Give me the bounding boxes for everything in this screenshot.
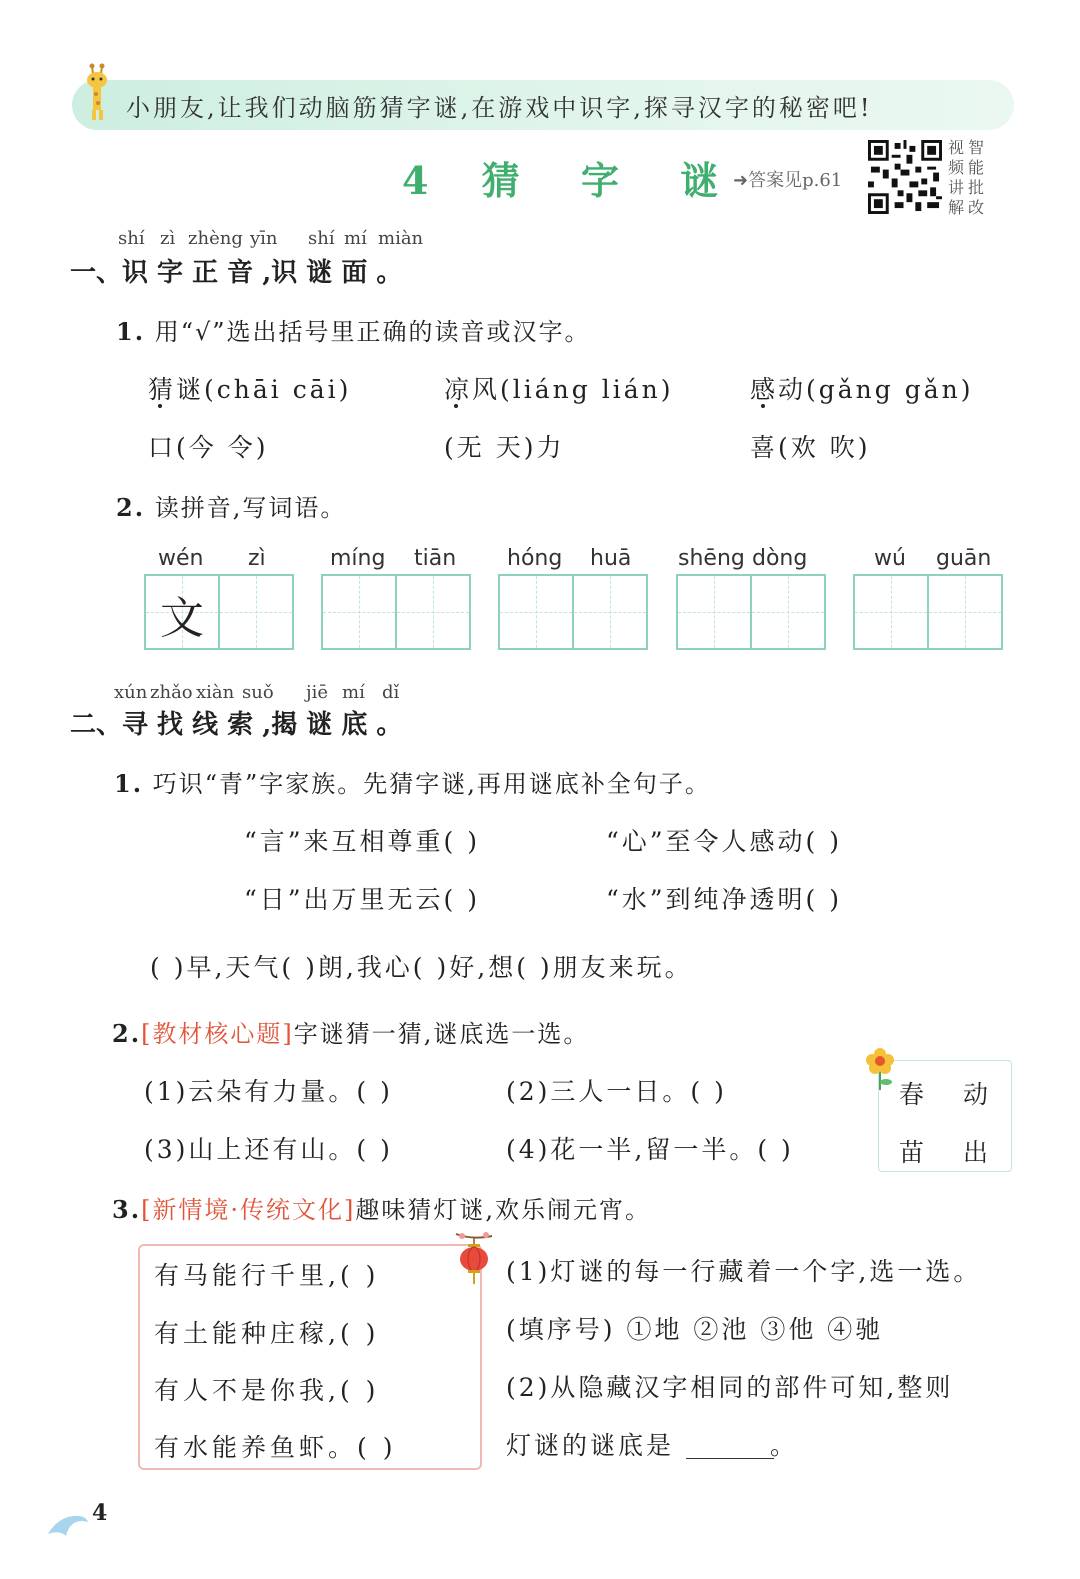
lantern-icon — [452, 1230, 502, 1286]
fill-sentence: ( )早,天气( )朗,我心( )好,想( )朋友来玩。 — [150, 953, 693, 982]
writing-grid[interactable] — [144, 574, 294, 650]
question-2-1: 1. 巧识“青”字家族。先猜字谜,再用谜底补全句子。 — [114, 769, 711, 798]
choice-item: 猜谜(chāi cāi) — [148, 375, 352, 404]
choice-item: 感动(gǎng gǎn) — [750, 375, 974, 404]
riddle-line: 有水能养鱼虾。( ) — [154, 1433, 397, 1462]
question-1-1: 1. 用“√”选出括号里正确的读音或汉字。 — [116, 317, 591, 346]
writing-grid[interactable] — [498, 574, 648, 650]
pinyin: míng — [330, 546, 386, 571]
section-heading-2: 二、寻 找 线 索 ,揭 谜 底 。 — [70, 710, 403, 740]
pinyin: mí — [344, 228, 367, 249]
flower-icon — [862, 1046, 898, 1092]
option-char[interactable]: 春 — [899, 1080, 925, 1109]
title-char: 猜 — [481, 158, 520, 203]
pinyin: wú — [874, 546, 906, 571]
emphasis-dot — [158, 404, 162, 408]
pinyin: jiē — [306, 682, 328, 703]
writing-grid[interactable] — [676, 574, 826, 650]
option-char[interactable]: 动 — [963, 1080, 989, 1109]
riddle-item: (1)云朵有力量。( ) — [144, 1077, 393, 1106]
question-tag: [教材核心题] — [141, 1020, 294, 1048]
pinyin: zì — [160, 228, 176, 249]
option-char[interactable]: 苗 — [899, 1138, 925, 1167]
pinyin: shí — [308, 228, 335, 249]
lesson-number: 4 — [402, 158, 429, 203]
pinyin: xiàn — [196, 682, 235, 703]
writing-grid[interactable] — [321, 574, 471, 650]
choice-item: (无 天)力 — [444, 433, 565, 462]
banner-text: 小朋友,让我们动脑筋猜字谜,在游戏中识字,探寻汉字的秘密吧! — [126, 94, 873, 122]
pinyin: guān — [936, 546, 992, 571]
choice-item: 凉风(liáng lián) — [444, 375, 674, 404]
page-number: 4 — [92, 1500, 108, 1526]
qr-code-icon[interactable] — [868, 140, 942, 214]
riddle-line: 有马能行千里,( ) — [154, 1261, 380, 1290]
pinyin: mí — [342, 682, 365, 703]
option-box — [878, 1060, 1012, 1172]
title-char: 字 — [580, 158, 619, 203]
emphasis-dot — [761, 404, 765, 408]
writing-grid[interactable] — [853, 574, 1003, 650]
answer-reference: ➜答案见p.61 — [733, 170, 843, 191]
question-1-2: 2. 读拼音,写词语。 — [116, 493, 347, 522]
emphasis-dot — [454, 404, 458, 408]
pinyin: zhèng — [188, 228, 243, 249]
riddle-item: “日”出万里无云( ) — [244, 885, 481, 914]
pinyin: shēng — [678, 546, 745, 571]
sub-question-2-end: 灯谜的谜底是 。 — [506, 1431, 799, 1460]
pinyin: tiān — [414, 546, 457, 571]
written-char: 文 — [160, 593, 204, 644]
pinyin: zhǎo — [150, 682, 193, 703]
pinyin: yīn — [250, 228, 278, 249]
option-char[interactable]: 出 — [963, 1138, 989, 1167]
title-char: 谜 — [680, 158, 719, 203]
pinyin: suǒ — [242, 682, 274, 703]
pinyin: dòng — [752, 546, 808, 571]
section-heading-1: 一、识 字 正 音 ,识 谜 面 。 — [70, 258, 403, 288]
answer-blank[interactable] — [686, 1458, 774, 1459]
pinyin: xún — [114, 682, 148, 703]
pinyin: dǐ — [382, 682, 400, 703]
question-2-2: 2.[教材核心题]字谜猜一猜,谜底选一选。 — [112, 1019, 590, 1048]
question-tag: [新情境·传统文化] — [141, 1196, 356, 1224]
pinyin: huā — [590, 546, 632, 571]
pinyin: miàn — [378, 228, 424, 249]
riddle-item: “水”到纯净透明( ) — [606, 885, 843, 914]
pinyin: zì — [248, 546, 266, 571]
choice-item: 喜(欢 吹) — [750, 433, 871, 462]
riddle-item: (4)花一半,留一半。( ) — [506, 1135, 794, 1164]
riddle-line: 有土能种庄稼,( ) — [154, 1319, 380, 1348]
riddle-item: “心”至令人感动( ) — [606, 827, 843, 856]
question-2-3: 3.[新情境·传统文化]趣味猜灯谜,欢乐闹元宵。 — [112, 1195, 652, 1224]
riddle-item: (3)山上还有山。( ) — [144, 1135, 393, 1164]
pinyin: hóng — [507, 546, 563, 571]
sub-question-1: (1)灯谜的每一行藏着一个字,选一选。 — [506, 1257, 982, 1286]
qr-label: 视 智 频 能 讲 批 解 改 — [947, 138, 984, 217]
pinyin: shí — [118, 228, 145, 249]
sub-question-1-options: (填序号) ①地 ②池 ③他 ④驰 — [506, 1315, 884, 1344]
choice-item: 口(今 令) — [148, 433, 269, 462]
riddle-item: “言”来互相尊重( ) — [244, 827, 481, 856]
riddle-line: 有人不是你我,( ) — [154, 1376, 380, 1405]
giraffe-icon — [80, 62, 116, 124]
pinyin: wén — [158, 546, 204, 571]
dolphin-icon — [46, 1508, 90, 1540]
riddle-item: (2)三人一日。( ) — [506, 1077, 727, 1106]
sub-question-2: (2)从隐藏汉字相同的部件可知,整则 — [506, 1373, 954, 1402]
lesson-title — [402, 150, 718, 205]
